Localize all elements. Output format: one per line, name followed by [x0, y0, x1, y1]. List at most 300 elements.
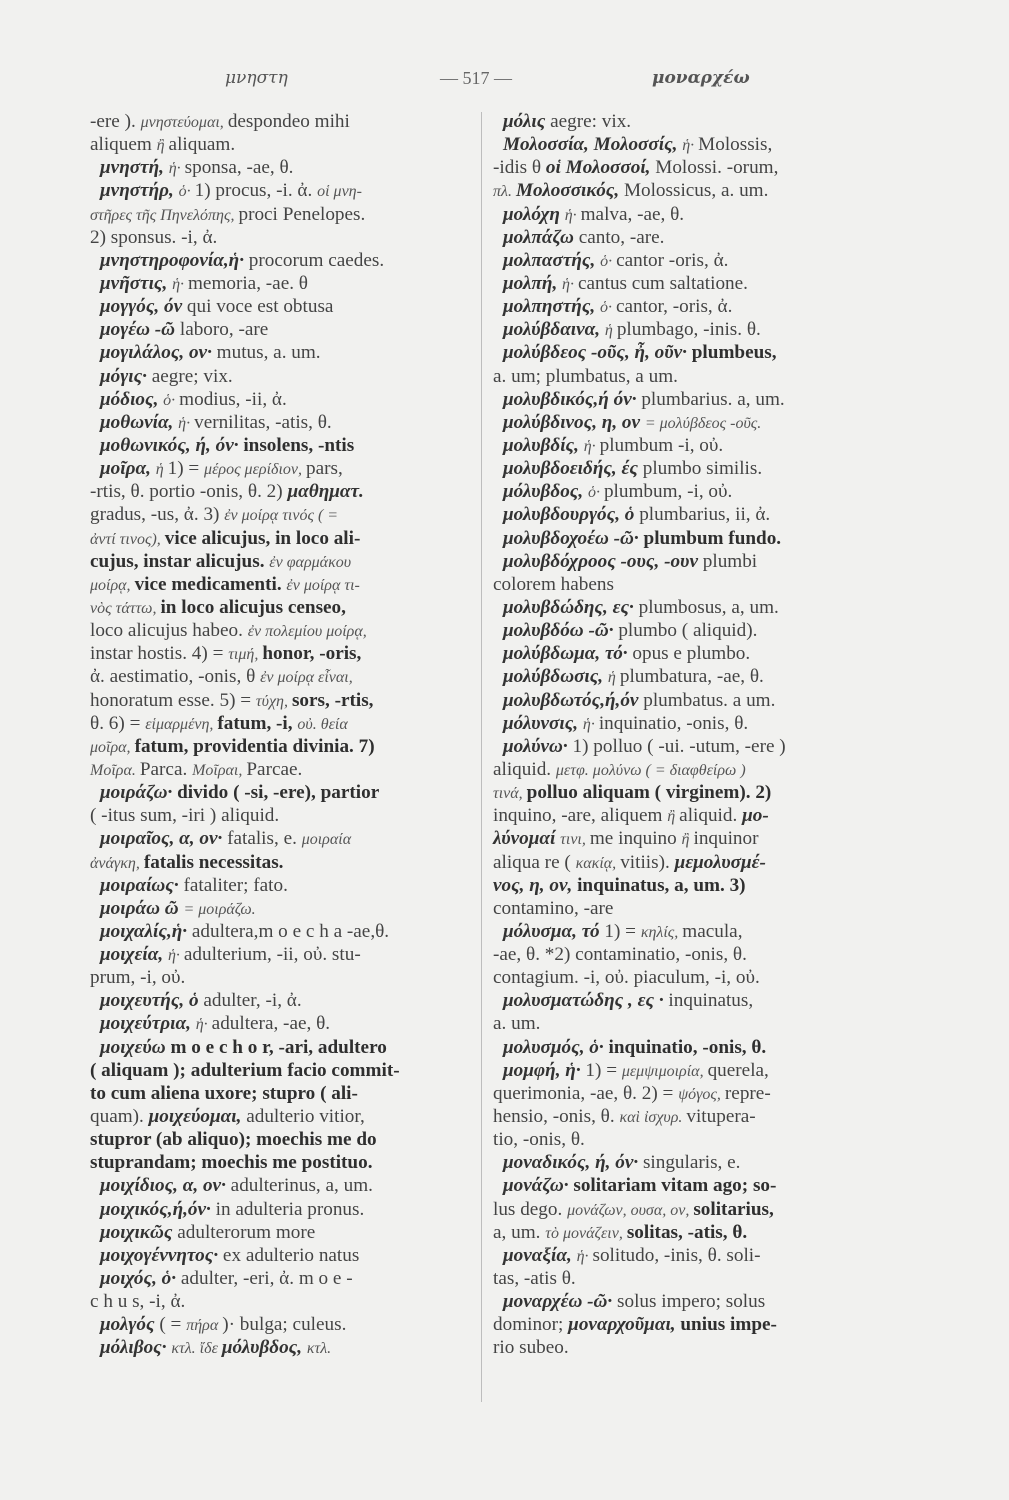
latin-text: plumbum -i, οὐ. [599, 434, 724, 456]
dictionary-continuation-line [493, 758, 893, 781]
greek-headword: μοιχικός,ή,όν· [100, 1198, 216, 1220]
latin-text: cantor, -oris, ἀ. [615, 296, 733, 318]
greek-text: Μοῖρα. [90, 761, 140, 779]
latin-text: adultera, -ae, θ. [211, 1013, 331, 1035]
greek-text: τύχη, [255, 692, 292, 710]
dictionary-continuation-line [493, 781, 893, 804]
dictionary-entry-line [493, 249, 893, 272]
latin-text: malva, -ae, θ. [580, 203, 685, 225]
dictionary-entry-line [90, 989, 472, 1012]
latin-text: vernilitas, -atis, θ. [194, 411, 332, 433]
latin-text: querimonia, -ae, θ. 2) = [493, 1082, 679, 1104]
latin-text: adulterorum more [177, 1221, 316, 1243]
dictionary-continuation-line [493, 365, 893, 388]
latin-text: plumbatura, -ae, θ. [619, 666, 764, 688]
dictionary-entry-line [493, 1174, 893, 1197]
dictionary-continuation-line [493, 966, 893, 989]
latin-text: plumbum fundo. [643, 527, 782, 549]
dictionary-entry-line [90, 179, 472, 202]
greek-headword: λύνομαί [493, 828, 561, 850]
dictionary-continuation-line [493, 874, 893, 897]
greek-headword: μολυβδοειδής, ές [503, 458, 643, 480]
dictionary-entry-line [493, 550, 893, 573]
greek-headword: μολπάζω [503, 226, 579, 248]
dictionary-entry-line [90, 1174, 472, 1197]
column-divider [481, 112, 482, 1402]
dictionary-entry-line [493, 642, 893, 665]
dictionary-entry-line [90, 874, 472, 897]
greek-headword: μόλυσμα, τό [503, 920, 605, 942]
dictionary-entry-line [90, 1336, 472, 1359]
latin-text: fatum, providentia divinia. 7) [134, 735, 375, 757]
dictionary-continuation-line [493, 156, 893, 179]
dictionary-entry-line [493, 735, 893, 758]
greek-headword: μοναδικός, ή, όν· [503, 1152, 643, 1174]
latin-text: pars, [306, 458, 343, 480]
latin-text: fatalis necessitas. [143, 851, 284, 873]
greek-headword: μόλιβος· [100, 1337, 172, 1359]
greek-text: ἐν πολεμίου μοίρᾳ, [247, 623, 367, 641]
right-column [493, 110, 893, 1360]
latin-text: aliqua re ( [493, 851, 576, 873]
dictionary-continuation-line [493, 1313, 893, 1336]
latin-text: plumbarius. a, um. [641, 388, 785, 410]
latin-text: quam). [90, 1106, 149, 1128]
dictionary-continuation-line [90, 573, 472, 596]
latin-text: me inquino [589, 828, 682, 850]
dictionary-entry-line [90, 1244, 472, 1267]
latin-text: solus impero; solus [617, 1291, 766, 1313]
latin-text: polluo aliquam ( virginem). 2) [526, 782, 772, 804]
dictionary-continuation-line [493, 1198, 893, 1221]
greek-headword: μοναρχέω -ῶ· [503, 1291, 618, 1313]
dictionary-continuation-line [493, 1012, 893, 1035]
latin-text: adulter, -eri, ἀ. m o e - [180, 1268, 353, 1290]
greek-headword: μολύβδωσις, [503, 666, 608, 688]
latin-text: vitiis). [620, 851, 675, 873]
latin-text: c h u s, -i, ἀ. [90, 1291, 186, 1313]
greek-text: ἡ· [583, 437, 600, 455]
latin-text: stuprandam; moechis me postituo. [90, 1152, 373, 1174]
latin-text: ( aliquam ); adulterium facio commit- [90, 1059, 400, 1081]
latin-text: plumbarius, ii, ἀ. [639, 504, 771, 526]
latin-text: despondeo mihi [227, 111, 350, 132]
greek-headword: μεμολυσμέ- [674, 851, 766, 873]
latin-text: solitarius, [693, 1198, 774, 1220]
dictionary-continuation-line [493, 897, 893, 920]
dictionary-entry-line [493, 527, 893, 550]
latin-text: inquinatio, -onis, θ. [598, 712, 749, 734]
latin-text: memoria, -ae. θ [188, 272, 308, 294]
dictionary-entry-line [493, 457, 893, 480]
latin-text: -ae, θ. *2) contaminatio, -onis, θ. [493, 944, 747, 966]
dictionary-entry-line [493, 480, 893, 503]
greek-headword: μοιχευτής, ὁ [100, 990, 204, 1012]
dictionary-continuation-line [493, 827, 893, 850]
dictionary-continuation-line [90, 133, 472, 156]
latin-text: colorem habens [493, 573, 614, 595]
latin-text: fatalis, e. [227, 828, 302, 850]
dictionary-continuation-line [493, 943, 893, 966]
dictionary-continuation-line [90, 1082, 472, 1105]
dictionary-entry-line [493, 434, 893, 457]
dictionary-entry-line [493, 503, 893, 526]
dictionary-continuation-line [90, 203, 472, 226]
latin-text: a. um; plumbatus, a um. [493, 365, 678, 387]
greek-text: ἡ [607, 669, 620, 687]
left-column [90, 110, 472, 1360]
latin-text: 1) procus, -i. ἀ. [194, 180, 318, 202]
dictionary-entry-line [90, 1198, 472, 1221]
greek-text: οἱ μνη- [317, 183, 362, 201]
latin-text: dominor; [493, 1314, 569, 1336]
latin-text: instar hostis. 4) = [90, 643, 229, 665]
latin-text: lus dego. [493, 1198, 568, 1220]
greek-text: ἡ· [682, 137, 699, 155]
greek-text: ἡ· [167, 947, 184, 965]
latin-text: aliquam. [168, 134, 236, 156]
greek-headword: μολυβδουργός, ὁ [503, 504, 640, 526]
dictionary-continuation-line [90, 596, 472, 619]
greek-text: ὁ· [178, 183, 195, 201]
greek-text: μνηστεύομαι, [140, 114, 228, 131]
latin-text: to cum aliena uxore; stupro ( ali- [90, 1082, 358, 1104]
latin-text: contagium. -i, οὐ. piaculum, -i, οὐ. [493, 967, 760, 989]
greek-text: τὸ μονάζειν, [545, 1224, 627, 1242]
greek-text: Μοῖραι, [192, 761, 247, 779]
dictionary-entry-line [90, 943, 472, 966]
latin-text: contamino, -are [493, 897, 614, 919]
latin-text: θ. 6) = [90, 712, 146, 734]
latin-text: honoratum esse. 5) = [90, 689, 256, 711]
greek-text: πλ. [493, 183, 516, 201]
greek-text: = μολύβδεος -οῦς. [644, 414, 762, 432]
latin-text: plumbum, -i, οὐ. [603, 481, 733, 503]
latin-text: aegre; vix. [151, 365, 233, 387]
dictionary-entry-line [493, 110, 893, 133]
greek-headword: οἱ Μολοσσοί, [545, 157, 656, 179]
greek-headword: μοιχεύτρια, [100, 1013, 196, 1035]
greek-headword: μολυβδικός,ή όν· [503, 388, 642, 410]
greek-headword: μολυσματώδης , ες · [503, 990, 669, 1012]
dictionary-entry-line [90, 457, 472, 480]
greek-text: ὁ· [587, 484, 604, 502]
greek-headword: μοιχογέννητος· [100, 1244, 223, 1266]
latin-text: sors, -rtis, [291, 689, 374, 711]
dictionary-entry-line [493, 133, 893, 156]
dictionary-continuation-line [90, 851, 472, 874]
dictionary-entry-line [493, 689, 893, 712]
dictionary-continuation-line [90, 665, 472, 688]
greek-text: πήρα [186, 1317, 223, 1335]
greek-text: ὁ· [600, 252, 617, 270]
dictionary-continuation-line [493, 1082, 893, 1105]
latin-text: solitudo, -inis, θ. soli- [592, 1244, 761, 1266]
latin-text: adulterio vitior, [246, 1106, 365, 1128]
greek-headword: μοιχεία, [100, 944, 168, 966]
latin-text: plumbeus, [691, 342, 777, 364]
dictionary-entry-line [90, 156, 472, 179]
latin-text: sponsa, -ae, θ. [184, 157, 294, 179]
dictionary-continuation-line [493, 804, 893, 827]
latin-text: inquinatus, [668, 990, 754, 1012]
latin-text: prum, -i, οὐ. [90, 967, 186, 989]
greek-text: ἡ· [562, 275, 578, 293]
latin-text: Parca. [139, 758, 193, 780]
greek-headword: μογγός, όν [100, 296, 187, 318]
dictionary-entry-line [90, 434, 472, 457]
greek-headword: μολυβδόχροος -ους, -ουν [503, 550, 703, 572]
greek-text: στῆρες τῆς Πηνελόπης, [90, 206, 239, 224]
page-number: — 517 — [440, 68, 512, 88]
dictionary-entry-line [90, 272, 472, 295]
dictionary-entry-line [90, 1313, 472, 1336]
greek-headword: μοθωνία, [100, 411, 179, 433]
latin-text: aegre: vix. [550, 111, 632, 132]
greek-text: μοιραία [301, 831, 352, 849]
greek-text: ἐν φαρμάκου [269, 553, 352, 571]
dictionary-continuation-line [90, 758, 472, 781]
greek-headword: μολύβδινος, η, ον [503, 411, 645, 433]
greek-text: μοίρᾳ, [90, 576, 135, 594]
dictionary-continuation-line [90, 110, 472, 133]
latin-text: 2) sponsus. -i, ἀ. [90, 226, 218, 248]
greek-headword: μόλυβδος, [503, 481, 588, 503]
dictionary-entry-line [493, 665, 893, 688]
dictionary-entry-line [90, 249, 472, 272]
greek-headword: μοιχεύομαι, [148, 1106, 247, 1128]
greek-headword: μολύβδαινα, [503, 319, 605, 341]
greek-text: κηλίς, [640, 923, 683, 941]
dictionary-entry-line [90, 1221, 472, 1244]
latin-text: ( -itus sum, -iri ) aliquid. [90, 805, 280, 827]
latin-text: 1) = [167, 458, 205, 480]
greek-text: ψόγος, [678, 1085, 725, 1103]
greek-headword: μνηστή, [100, 157, 169, 179]
latin-text: ( = [159, 1314, 187, 1336]
latin-text: vice alicujus, in loco ali- [164, 527, 361, 549]
latin-text: rio subeo. [493, 1337, 569, 1359]
greek-text: κτλ. ἴδε [171, 1340, 222, 1358]
greek-text: μεμψιμοιρία, [621, 1062, 708, 1080]
greek-text: ὁ· [599, 299, 616, 317]
greek-text: νὸς τάττω, [90, 599, 161, 617]
greek-headword: μολυβδώδης, ες· [503, 596, 639, 618]
greek-headword: μοθωνικός, ή, όν· [100, 434, 244, 456]
greek-text: κτλ. [306, 1340, 332, 1358]
latin-text: aliquid. [493, 758, 556, 780]
latin-text: plumbosus, a, um. [638, 596, 779, 618]
latin-text: ἀ. aestimatio, -onis, θ [90, 666, 261, 688]
right-running-headword: μοναρχέω [652, 68, 750, 88]
dictionary-entry-line [493, 1290, 893, 1313]
latin-text: -idis θ [493, 157, 546, 179]
latin-text: adulter, -i, ἀ. [203, 990, 302, 1012]
greek-headword: μόγις· [100, 365, 152, 387]
dictionary-continuation-line [493, 1221, 893, 1244]
latin-text: Molossi. -orum, [655, 157, 779, 179]
dictionary-continuation-line [90, 735, 472, 758]
greek-headword: μολυβδωτός,ή,όν [503, 689, 644, 711]
dictionary-continuation-line [90, 1128, 472, 1151]
greek-text: ἐν μοίρᾳ τινός ( = [224, 507, 339, 525]
latin-text: vitupera- [686, 1106, 756, 1128]
latin-text: plumbi [702, 550, 758, 572]
dictionary-continuation-line [90, 550, 472, 573]
latin-text: solitas, -atis, θ. [626, 1221, 748, 1243]
left-running-headword: μνηστη [225, 68, 288, 88]
dictionary-continuation-line [90, 480, 472, 503]
latin-text: fataliter; fato. [183, 874, 288, 896]
greek-headword: μολύνω· [503, 735, 573, 757]
latin-text: adultera,m o e c h a -ae,θ. [191, 920, 390, 942]
dictionary-continuation-line [90, 712, 472, 735]
latin-text: vice medicamenti. [134, 573, 287, 595]
greek-headword: μοιράζω· [100, 782, 178, 804]
latin-text: divido ( -si, -ere), partior [177, 782, 380, 804]
greek-headword: μονάζω· [503, 1175, 574, 1197]
latin-text: cujus, instar alicujus. [90, 550, 270, 572]
greek-headword: νος, η, ον, [493, 874, 578, 896]
dictionary-entry-line [90, 897, 472, 920]
dictionary-entry-line [493, 619, 893, 642]
dictionary-continuation-line [90, 527, 472, 550]
greek-text: ἡ· [564, 206, 581, 224]
greek-headword: μνηστήρ, [100, 180, 179, 202]
greek-headword: μολυβδόω -ῶ· [503, 620, 619, 642]
greek-text: ἡ· [172, 275, 188, 293]
latin-text: inquinatio, -onis, θ. [608, 1036, 767, 1058]
latin-text: plumbo similis. [642, 458, 763, 480]
greek-headword: μοναξία, [503, 1244, 577, 1266]
dictionary-entry-line [493, 341, 893, 364]
latin-text: querela, [707, 1059, 769, 1081]
latin-text: aliquid. [679, 805, 743, 827]
latin-text: inquinatus, a, um. 3) [577, 874, 746, 896]
greek-headword: μολύβδεος -οῦς, ἦ, οῦν· [503, 342, 692, 364]
dictionary-continuation-line [90, 642, 472, 665]
dictionary-entry-line [493, 1059, 893, 1082]
dictionary-continuation-line [90, 1290, 472, 1313]
latin-text: adulterium, -ii, οὐ. stu- [183, 944, 361, 966]
greek-text: εἱμαρμένη, [145, 715, 218, 733]
greek-headword: μογέω -ῶ [100, 319, 180, 341]
greek-headword: μολυβδίς, [503, 434, 584, 456]
dictionary-entry-line [90, 318, 472, 341]
dictionary-entry-line [493, 1036, 893, 1059]
latin-text: opus e plumbo. [632, 643, 751, 665]
latin-text: inquino, -are, aliquem [493, 805, 668, 827]
dictionary-continuation-line [493, 1128, 893, 1151]
latin-text: in adulteria pronus. [215, 1198, 365, 1220]
greek-headword: μοιραίως· [100, 874, 184, 896]
dictionary-entry-line [90, 295, 472, 318]
greek-text: μοῖρα, [90, 738, 135, 756]
latin-text: Molossicus, a. um. [623, 180, 769, 202]
greek-text: μονάζων, ουσα, ον, [567, 1201, 694, 1219]
dictionary-continuation-line [90, 226, 472, 249]
greek-text: ἀνάγκη, [90, 854, 144, 872]
dictionary-entry-line [90, 827, 472, 850]
page-header [0, 68, 1009, 98]
dictionary-entry-line [90, 411, 472, 434]
greek-headword: μοιράω ῶ [100, 897, 184, 919]
latin-text: tio, -onis, θ. [493, 1129, 585, 1151]
dictionary-continuation-line [493, 179, 893, 202]
latin-text: insolens, -ntis [243, 434, 355, 456]
greek-headword: μοιχίδιος, α, ον· [100, 1175, 231, 1197]
dictionary-entry-line [493, 1244, 893, 1267]
greek-text: οὐ. θεία [297, 715, 348, 733]
greek-text: ἡ [155, 461, 168, 479]
dictionary-continuation-line [90, 804, 472, 827]
dictionary-continuation-line [90, 1151, 472, 1174]
greek-text: = μοιράζω. [183, 900, 256, 918]
dictionary-continuation-line [493, 1105, 893, 1128]
greek-text: ἡ· [576, 1247, 593, 1265]
dictionary-entry-line [493, 388, 893, 411]
greek-headword: μοναρχοῦμαι, [568, 1314, 681, 1336]
latin-text: cantor -oris, ἀ. [616, 249, 729, 271]
dictionary-entry-line [493, 272, 893, 295]
latin-text: plumbatus. a um. [643, 689, 776, 711]
latin-text: singularis, e. [642, 1152, 741, 1174]
greek-text: ἢ [667, 808, 680, 826]
dictionary-entry-line [90, 920, 472, 943]
dictionary-continuation-line [90, 1105, 472, 1128]
dictionary-entry-line [493, 989, 893, 1012]
dictionary-entry-line [90, 1267, 472, 1290]
greek-text: κακίᾳ, [575, 854, 621, 872]
dictionary-entry-line [493, 920, 893, 943]
dictionary-entry-line [90, 781, 472, 804]
latin-text: 1) = [585, 1059, 622, 1081]
greek-headword: μόλυνσις, [503, 712, 583, 734]
greek-headword: μοιχικῶς [100, 1221, 178, 1243]
dictionary-entry-line [90, 388, 472, 411]
latin-text: ex adulterio natus [222, 1244, 360, 1266]
dictionary-entry-line [493, 318, 893, 341]
dictionary-entry-line [493, 226, 893, 249]
greek-text: ἐν μοίρᾳ τι- [286, 576, 360, 594]
latin-text: fatum, -i, [217, 712, 298, 734]
dictionary-entry-line [90, 341, 472, 364]
dictionary-entry-line [493, 596, 893, 619]
dictionary-entry-line [493, 203, 893, 226]
greek-headword: μολγός [100, 1314, 160, 1336]
latin-text: gradus, -us, ἀ. 3) [90, 504, 225, 526]
greek-text: ἀντί τινος), [90, 530, 165, 548]
greek-text: ἡ· [168, 160, 185, 178]
greek-text: ἡ· [195, 1016, 212, 1034]
greek-headword: μοιχαλίς,ἡ· [100, 920, 192, 942]
greek-headword: μοιχεύω [100, 1036, 171, 1058]
latin-text: adulterinus, a, um. [230, 1175, 373, 1197]
latin-text: -rtis, θ. portio -onis, θ. 2) [90, 481, 288, 503]
latin-text: procorum caedes. [248, 249, 385, 271]
greek-text: ἡ [604, 322, 617, 340]
latin-text: unius impe- [680, 1314, 777, 1336]
greek-text: ἢ [681, 831, 694, 849]
greek-headword: μοιραῖος, α, ον· [100, 828, 228, 850]
greek-headword: μολύβδωμα, τό· [503, 643, 633, 665]
latin-text: qui voce est obtusa [186, 296, 334, 318]
latin-text: 1) polluo ( -ui. -utum, -ere ) [572, 735, 786, 757]
greek-headword: μολπή, [503, 272, 563, 294]
dictionary-continuation-line [493, 1336, 893, 1359]
dictionary-continuation-line [493, 1267, 893, 1290]
greek-headword: μοιχός, ὁ· [100, 1268, 181, 1290]
